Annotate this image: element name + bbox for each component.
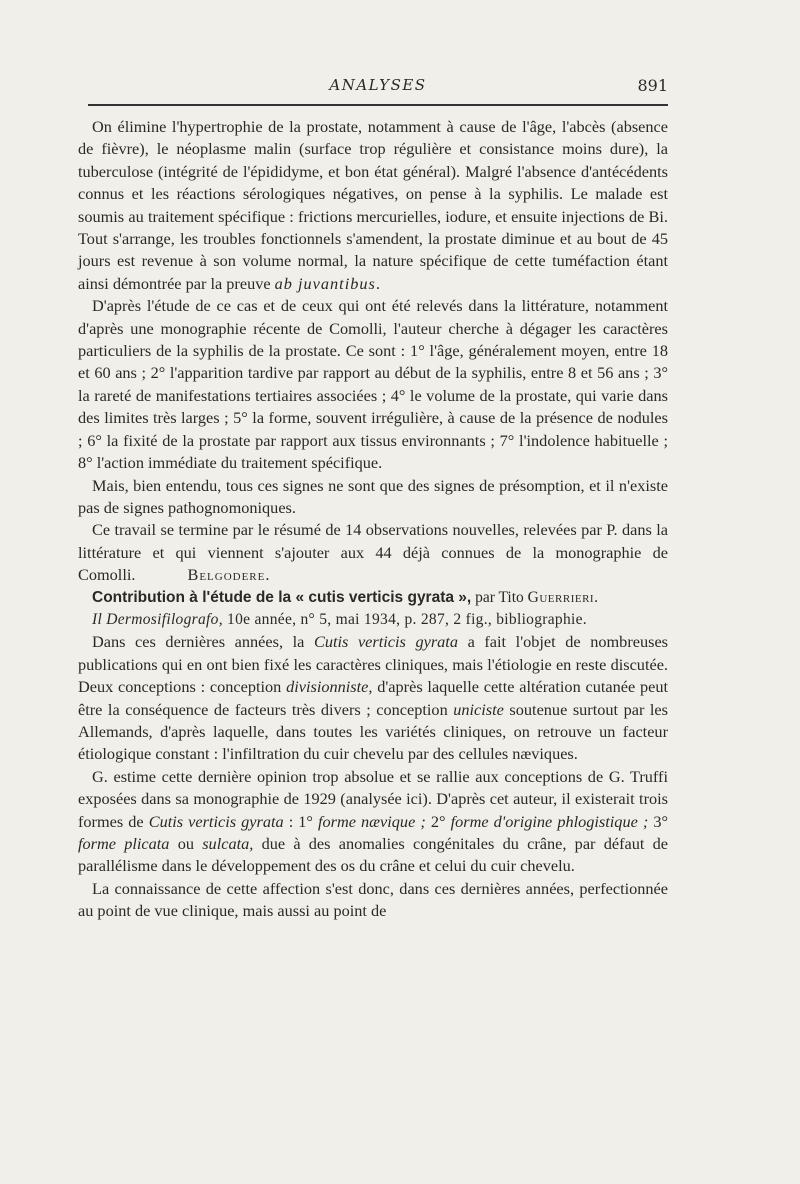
prev-article-paragraph-2: D'après l'étude de ce cas et de ceux qui ont été relevés dans la littérature, notamment d'après une monographie récente de Comolli, l'auteur cherche à dégager les caractères particuliers de la syphilis de la prostate. Ce sont : 1° l'âge, généralement moyen, entre 18 et 60 ans ; 2° l'apparition tardive par rapport au début de la syphilis, entre 8 et 56 ans ; 3° la rareté de manifestations tertiaires associées ; 4° le volume de la prostate, qui varie dans des limites très larges ; 5° la forme, souvent irrégulière, à cause de la présence de nodules ; 6° la fixité de la prostate par rapport aux tissus environnants ; 7° l'indolence habituelle ; 8° l'action immédiate du traitement spécifique. bbox=[78, 296, 668, 473]
page-body bbox=[78, 116, 668, 923]
article-title: Contribution à l'étude de la « cutis verticis gyrata », bbox=[92, 588, 472, 606]
citation-details: 10e année, n° 5, mai 1934, p. 287, 2 fig., bibliographie. bbox=[222, 610, 587, 628]
prev-article-paragraph-1: On élimine l'hypertrophie de la prostate, notamment à cause de l'âge, l'abcès (absence de fièvre), le néoplasme malin (surface trop régulière et consistance moins dure), la tuberculose (intégrité de l'épididyme, et bon état général). Malgré l'absence d'antécédents connus et les réactions sérologiques négatives, on pense à la syphilis. Le malade est soumis au traitement spécifique : frictions mercurielles, iodure, et ensuite injections de Bi. Tout s'arrange, les troubles fonctionnels s'amendent, la prostate diminue et au bout de 45 jours est revenue à son volume normal, la nature spécifique de cette tuméfaction étant ainsi démontrée par la preuve ab juvantibus. bbox=[78, 117, 668, 293]
page-header bbox=[88, 74, 668, 100]
article-author: Guerrieri. bbox=[527, 588, 599, 606]
signature: Belgodere. bbox=[187, 565, 271, 585]
journal-name: Il Dermosifilografo, bbox=[92, 610, 223, 628]
page-number: 891 bbox=[637, 76, 668, 95]
article-source bbox=[78, 609, 668, 631]
running-title: ANALYSES bbox=[329, 76, 427, 94]
article-paragraph-1: Dans ces dernières années, la Cutis verticis gyrata a fait l'objet de nombreuses publications qui en ont bien fixé les caractères cliniques, mais l'étiologie en reste discutée. Deux conceptions : conception divisionniste, d'après laquelle cette altération cutanée peut être la conséquence de facteurs très divers ; conception uniciste soutenue surtout par les Allemands, d'après laquelle, dans toutes les variétés cliniques, on retrouve un facteur étiologique constant : l'infiltration du cuir chevelu par des cellules næviques. bbox=[78, 632, 669, 764]
prev-article-paragraph-4: Ce travail se termine par le résumé de 14 observations nouvelles, relevées par P. dans la littérature et qui viennent s'ajouter aux 44 déjà connues de la monographie de Comolli. Belgodere. bbox=[78, 520, 668, 585]
article-paragraph-2: G. estime cette dernière opinion trop absolue et se rallie aux conceptions de G. Truffi exposées dans sa monographie de 1929 (analysée ici). D'après cet auteur, il existerait trois formes de Cutis verticis gyrata : 1° forme nævique ; 2° forme d'origine phlogistique ; 3° forme plicata ou sulcata, due à des anomalies congénitales du crâne, par défaut de parallélisme dans le développement des os du crâne et celui du cuir chevelu. bbox=[78, 766, 669, 876]
header-rule bbox=[88, 104, 668, 106]
article-paragraph-3: La connaissance de cette affection s'est donc, dans ces dernières années, perfectionnée au point de vue clinique, mais aussi au point de bbox=[78, 878, 668, 921]
article-heading: Contribution à l'étude de la « cutis verticis gyrata », par Tito Guerrieri. bbox=[92, 588, 599, 606]
prev-article-paragraph-3: Mais, bien entendu, tous ces signes ne sont que des signes de présomption, et il n'existe pas de signes pathognomoniques. bbox=[78, 475, 668, 517]
